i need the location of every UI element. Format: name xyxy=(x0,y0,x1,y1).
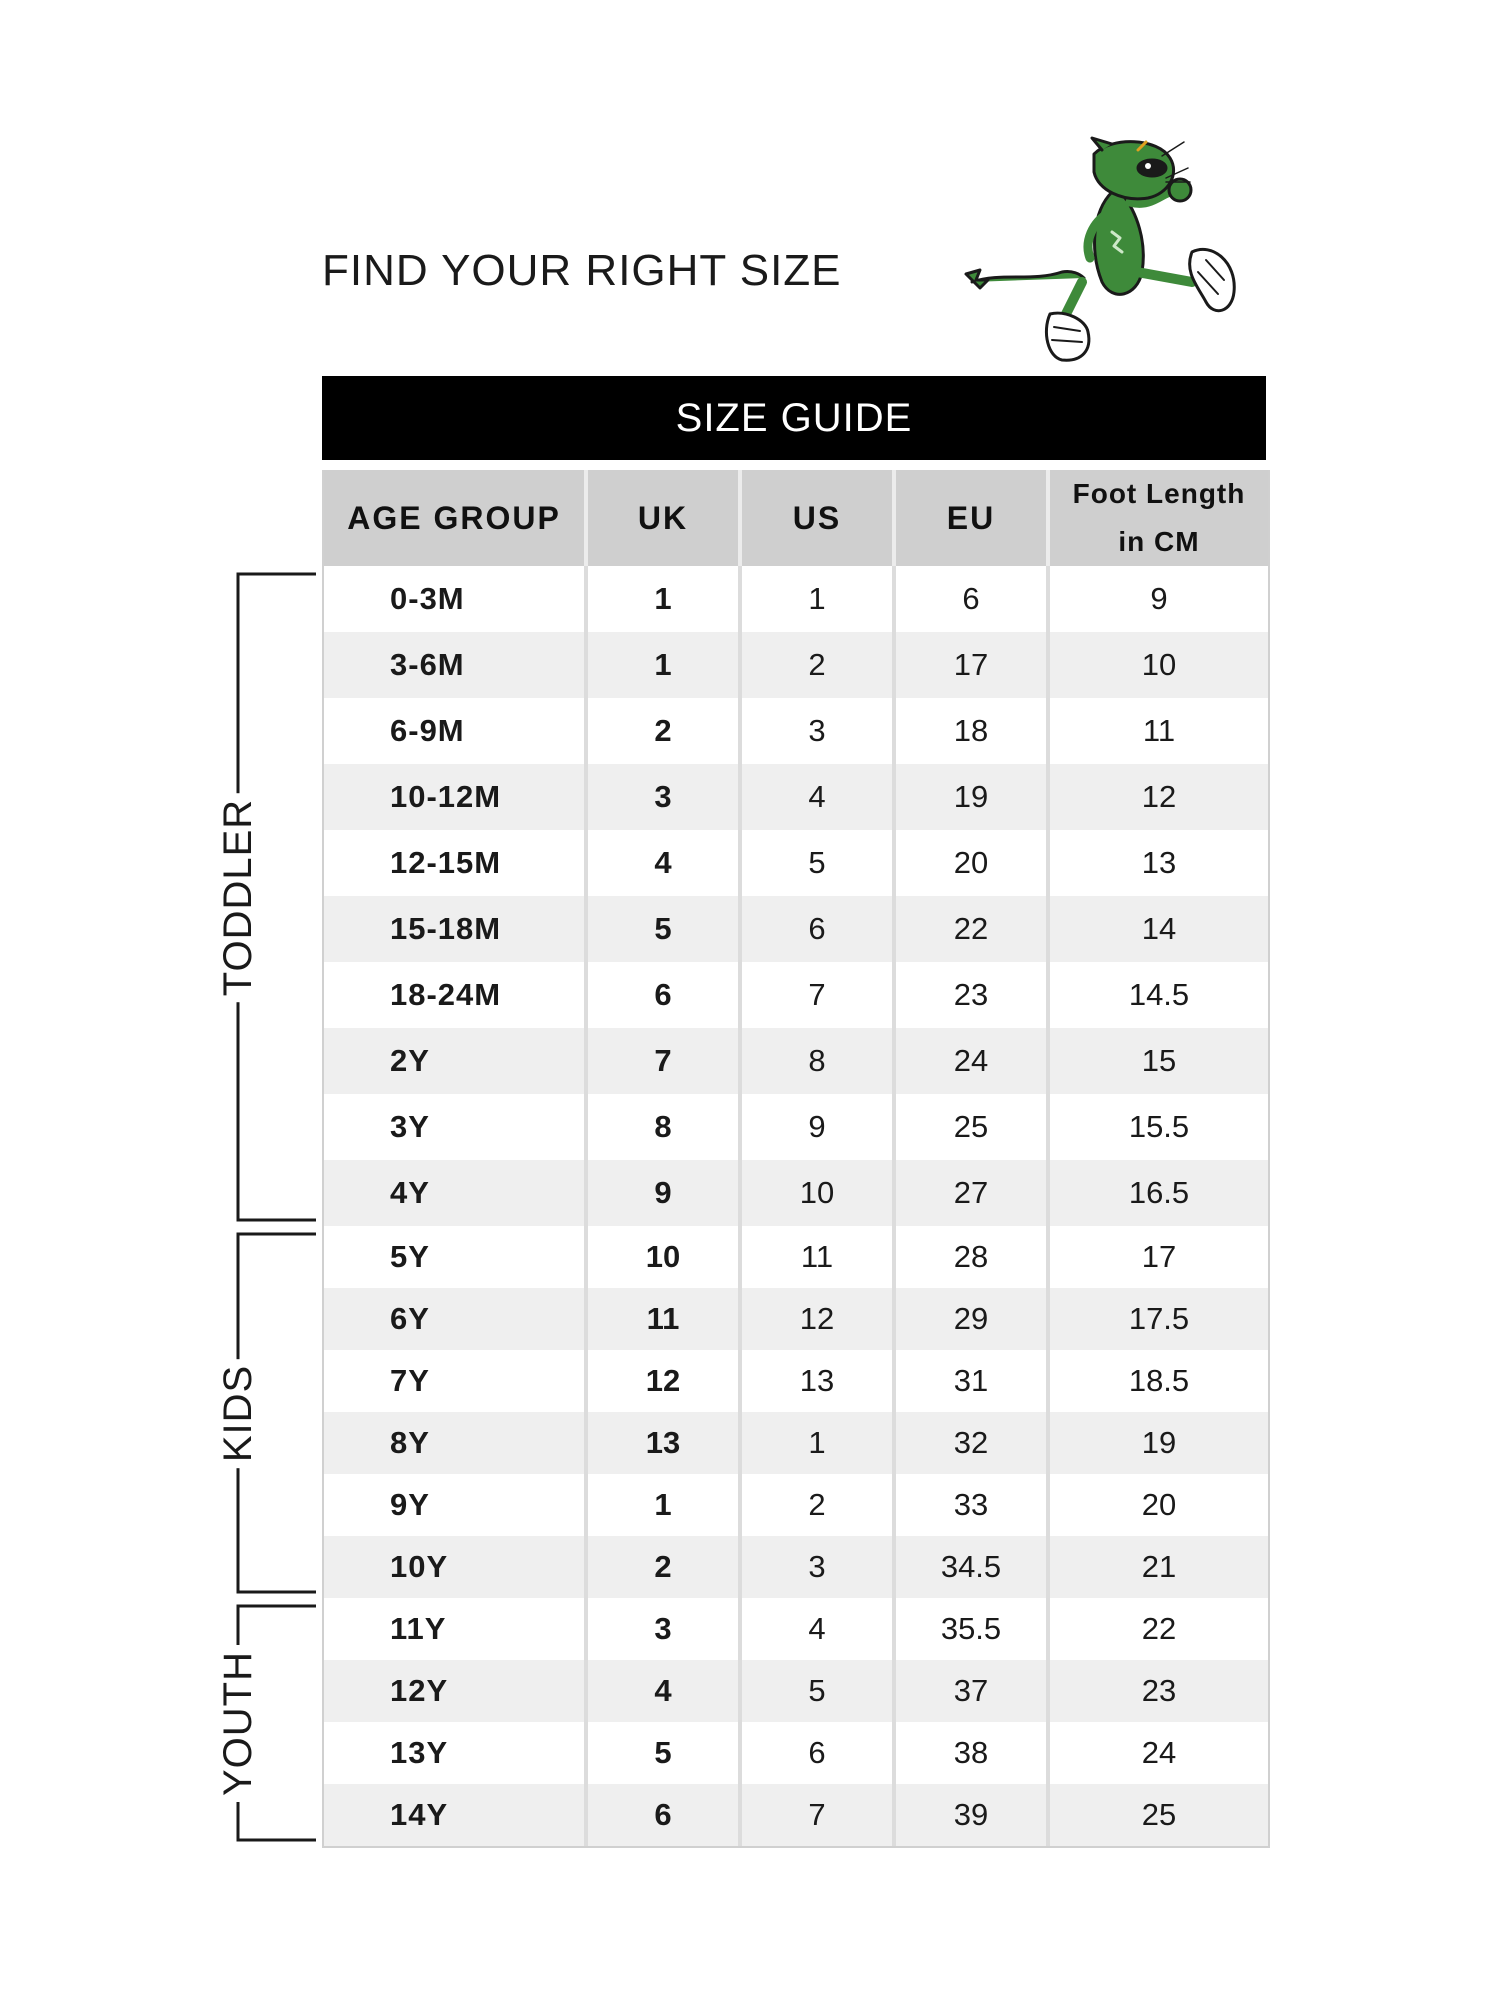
cell-eu: 17 xyxy=(896,632,1050,698)
cell-uk: 2 xyxy=(588,1536,742,1598)
cell-us: 3 xyxy=(742,1536,896,1598)
group-label-kids: KIDS xyxy=(216,1358,261,1467)
cell-age-group: 13Y xyxy=(324,1722,588,1784)
cell-foot-length: 18.5 xyxy=(1128,1363,1190,1398)
cell-age-group: 0-3M xyxy=(324,566,588,632)
cell-uk: 6 xyxy=(588,962,742,1028)
cell-eu: 34.5 xyxy=(896,1536,1050,1598)
size-guide-banner: SIZE GUIDE xyxy=(322,376,1266,460)
cell-age-group: 9Y xyxy=(324,1474,588,1536)
cell-eu: 31 xyxy=(896,1350,1050,1412)
cell-age-group: 7Y xyxy=(324,1350,588,1412)
cell-foot-length: 16.5 xyxy=(1128,1175,1190,1210)
table-row xyxy=(324,1288,1268,1350)
table-row xyxy=(324,1226,1268,1288)
table-header-row xyxy=(324,470,1268,566)
table-row xyxy=(324,1160,1268,1226)
header-age-group: AGE GROUP xyxy=(324,470,588,566)
cell-foot-length: 21 xyxy=(1141,1549,1177,1584)
table-row xyxy=(324,1094,1268,1160)
cell-foot-length: 25 xyxy=(1141,1797,1177,1832)
cell-foot-length: 15.5 xyxy=(1128,1109,1190,1144)
header-uk: UK xyxy=(588,470,742,566)
cell-us: 4 xyxy=(742,1598,896,1660)
cell-us: 12 xyxy=(742,1288,896,1350)
cell-age-group: 18-24M xyxy=(324,962,588,1028)
cell-foot-length: 20 xyxy=(1141,1487,1177,1522)
table-row xyxy=(324,1412,1268,1474)
cell-us: 6 xyxy=(742,896,896,962)
cell-eu: 35.5 xyxy=(896,1598,1050,1660)
cell-eu: 29 xyxy=(896,1288,1050,1350)
cell-eu: 32 xyxy=(896,1412,1050,1474)
cell-us: 3 xyxy=(742,698,896,764)
header-foot-length-line2: in CM xyxy=(1118,526,1200,557)
cell-uk: 5 xyxy=(588,1722,742,1784)
table-row xyxy=(324,896,1268,962)
cell-age-group: 3-6M xyxy=(324,632,588,698)
cell-us: 7 xyxy=(742,1784,896,1846)
table-row xyxy=(324,1536,1268,1598)
table-row xyxy=(324,1474,1268,1536)
header-us: US xyxy=(742,470,896,566)
cell-uk: 7 xyxy=(588,1028,742,1094)
cell-age-group: 10-12M xyxy=(324,764,588,830)
cell-age-group: 8Y xyxy=(324,1412,588,1474)
cell-us: 8 xyxy=(742,1028,896,1094)
cell-foot-length: 24 xyxy=(1141,1735,1177,1770)
cell-eu: 18 xyxy=(896,698,1050,764)
cell-foot-length: 13 xyxy=(1141,845,1177,880)
cell-eu: 27 xyxy=(896,1160,1050,1226)
cell-age-group: 14Y xyxy=(324,1784,588,1846)
table-row xyxy=(324,632,1268,698)
cell-uk: 5 xyxy=(588,896,742,962)
cell-eu: 20 xyxy=(896,830,1050,896)
cell-uk: 4 xyxy=(588,1660,742,1722)
cell-uk: 3 xyxy=(588,1598,742,1660)
cell-us: 7 xyxy=(742,962,896,1028)
cell-uk: 2 xyxy=(588,698,742,764)
cell-uk: 3 xyxy=(588,764,742,830)
cell-uk: 6 xyxy=(588,1784,742,1846)
cell-eu: 25 xyxy=(896,1094,1050,1160)
cell-eu: 6 xyxy=(896,566,1050,632)
cell-uk: 1 xyxy=(588,632,742,698)
cell-eu: 33 xyxy=(896,1474,1050,1536)
cell-us: 1 xyxy=(742,566,896,632)
cell-uk: 13 xyxy=(588,1412,742,1474)
table-row xyxy=(324,1784,1268,1846)
cell-us: 2 xyxy=(742,1474,896,1536)
cell-eu: 24 xyxy=(896,1028,1050,1094)
cell-age-group: 12-15M xyxy=(324,830,588,896)
cell-age-group: 15-18M xyxy=(324,896,588,962)
cell-us: 13 xyxy=(742,1350,896,1412)
cell-age-group: 12Y xyxy=(324,1660,588,1722)
table-row xyxy=(324,830,1268,896)
cell-age-group: 5Y xyxy=(324,1226,588,1288)
table-row xyxy=(324,962,1268,1028)
cell-age-group: 2Y xyxy=(324,1028,588,1094)
cell-age-group: 4Y xyxy=(324,1160,588,1226)
cell-age-group: 6Y xyxy=(324,1288,588,1350)
cell-uk: 1 xyxy=(588,566,742,632)
group-label-toddler: TODDLER xyxy=(216,792,261,1001)
cell-us: 5 xyxy=(742,1660,896,1722)
table-row xyxy=(324,1722,1268,1784)
cell-foot-length: 14.5 xyxy=(1128,977,1190,1012)
cell-us: 9 xyxy=(742,1094,896,1160)
cell-us: 5 xyxy=(742,830,896,896)
cell-uk: 8 xyxy=(588,1094,742,1160)
cell-age-group: 3Y xyxy=(324,1094,588,1160)
cell-uk: 4 xyxy=(588,830,742,896)
cell-uk: 9 xyxy=(588,1160,742,1226)
header-eu: EU xyxy=(896,470,1050,566)
cell-age-group: 6-9M xyxy=(324,698,588,764)
table-row xyxy=(324,1028,1268,1094)
cell-eu: 38 xyxy=(896,1722,1050,1784)
table-row xyxy=(324,1660,1268,1722)
table-row xyxy=(324,566,1268,632)
table-row xyxy=(324,698,1268,764)
table-row xyxy=(324,1598,1268,1660)
table-row xyxy=(324,1350,1268,1412)
cell-foot-length: 14 xyxy=(1141,911,1177,946)
size-guide-table xyxy=(322,470,1270,1848)
cell-foot-length: 12 xyxy=(1141,779,1177,814)
cell-foot-length: 22 xyxy=(1141,1611,1177,1646)
cell-foot-length: 11 xyxy=(1142,713,1176,748)
table-row xyxy=(324,764,1268,830)
table-body xyxy=(324,566,1268,1846)
cell-eu: 22 xyxy=(896,896,1050,962)
header-foot-length xyxy=(1050,470,1268,566)
cell-uk: 1 xyxy=(588,1474,742,1536)
cell-eu: 28 xyxy=(896,1226,1050,1288)
header-foot-length-line1: Foot Length xyxy=(1072,478,1246,509)
cell-age-group: 11Y xyxy=(324,1598,588,1660)
green-cat-mascot-icon xyxy=(962,132,1262,372)
cell-uk: 10 xyxy=(588,1226,742,1288)
age-group-brackets xyxy=(0,0,330,2000)
cell-us: 2 xyxy=(742,632,896,698)
cell-us: 1 xyxy=(742,1412,896,1474)
cell-uk: 12 xyxy=(588,1350,742,1412)
page-title: FIND YOUR RIGHT SIZE xyxy=(322,246,842,295)
cell-foot-length: 17.5 xyxy=(1128,1301,1190,1336)
cell-foot-length: 10 xyxy=(1141,647,1177,682)
cell-us: 10 xyxy=(742,1160,896,1226)
cell-eu: 19 xyxy=(896,764,1050,830)
cell-foot-length: 17 xyxy=(1141,1239,1177,1274)
group-label-youth: YOUTH xyxy=(216,1645,261,1802)
cell-eu: 23 xyxy=(896,962,1050,1028)
cell-us: 4 xyxy=(742,764,896,830)
cell-us: 11 xyxy=(742,1226,896,1288)
cell-age-group: 10Y xyxy=(324,1536,588,1598)
cell-us: 6 xyxy=(742,1722,896,1784)
cell-foot-length: 9 xyxy=(1150,581,1168,616)
cell-foot-length: 15 xyxy=(1141,1043,1177,1078)
cell-uk: 11 xyxy=(588,1288,742,1350)
cell-foot-length: 19 xyxy=(1141,1425,1177,1460)
cell-eu: 39 xyxy=(896,1784,1050,1846)
cell-eu: 37 xyxy=(896,1660,1050,1722)
cell-foot-length: 23 xyxy=(1141,1673,1177,1708)
